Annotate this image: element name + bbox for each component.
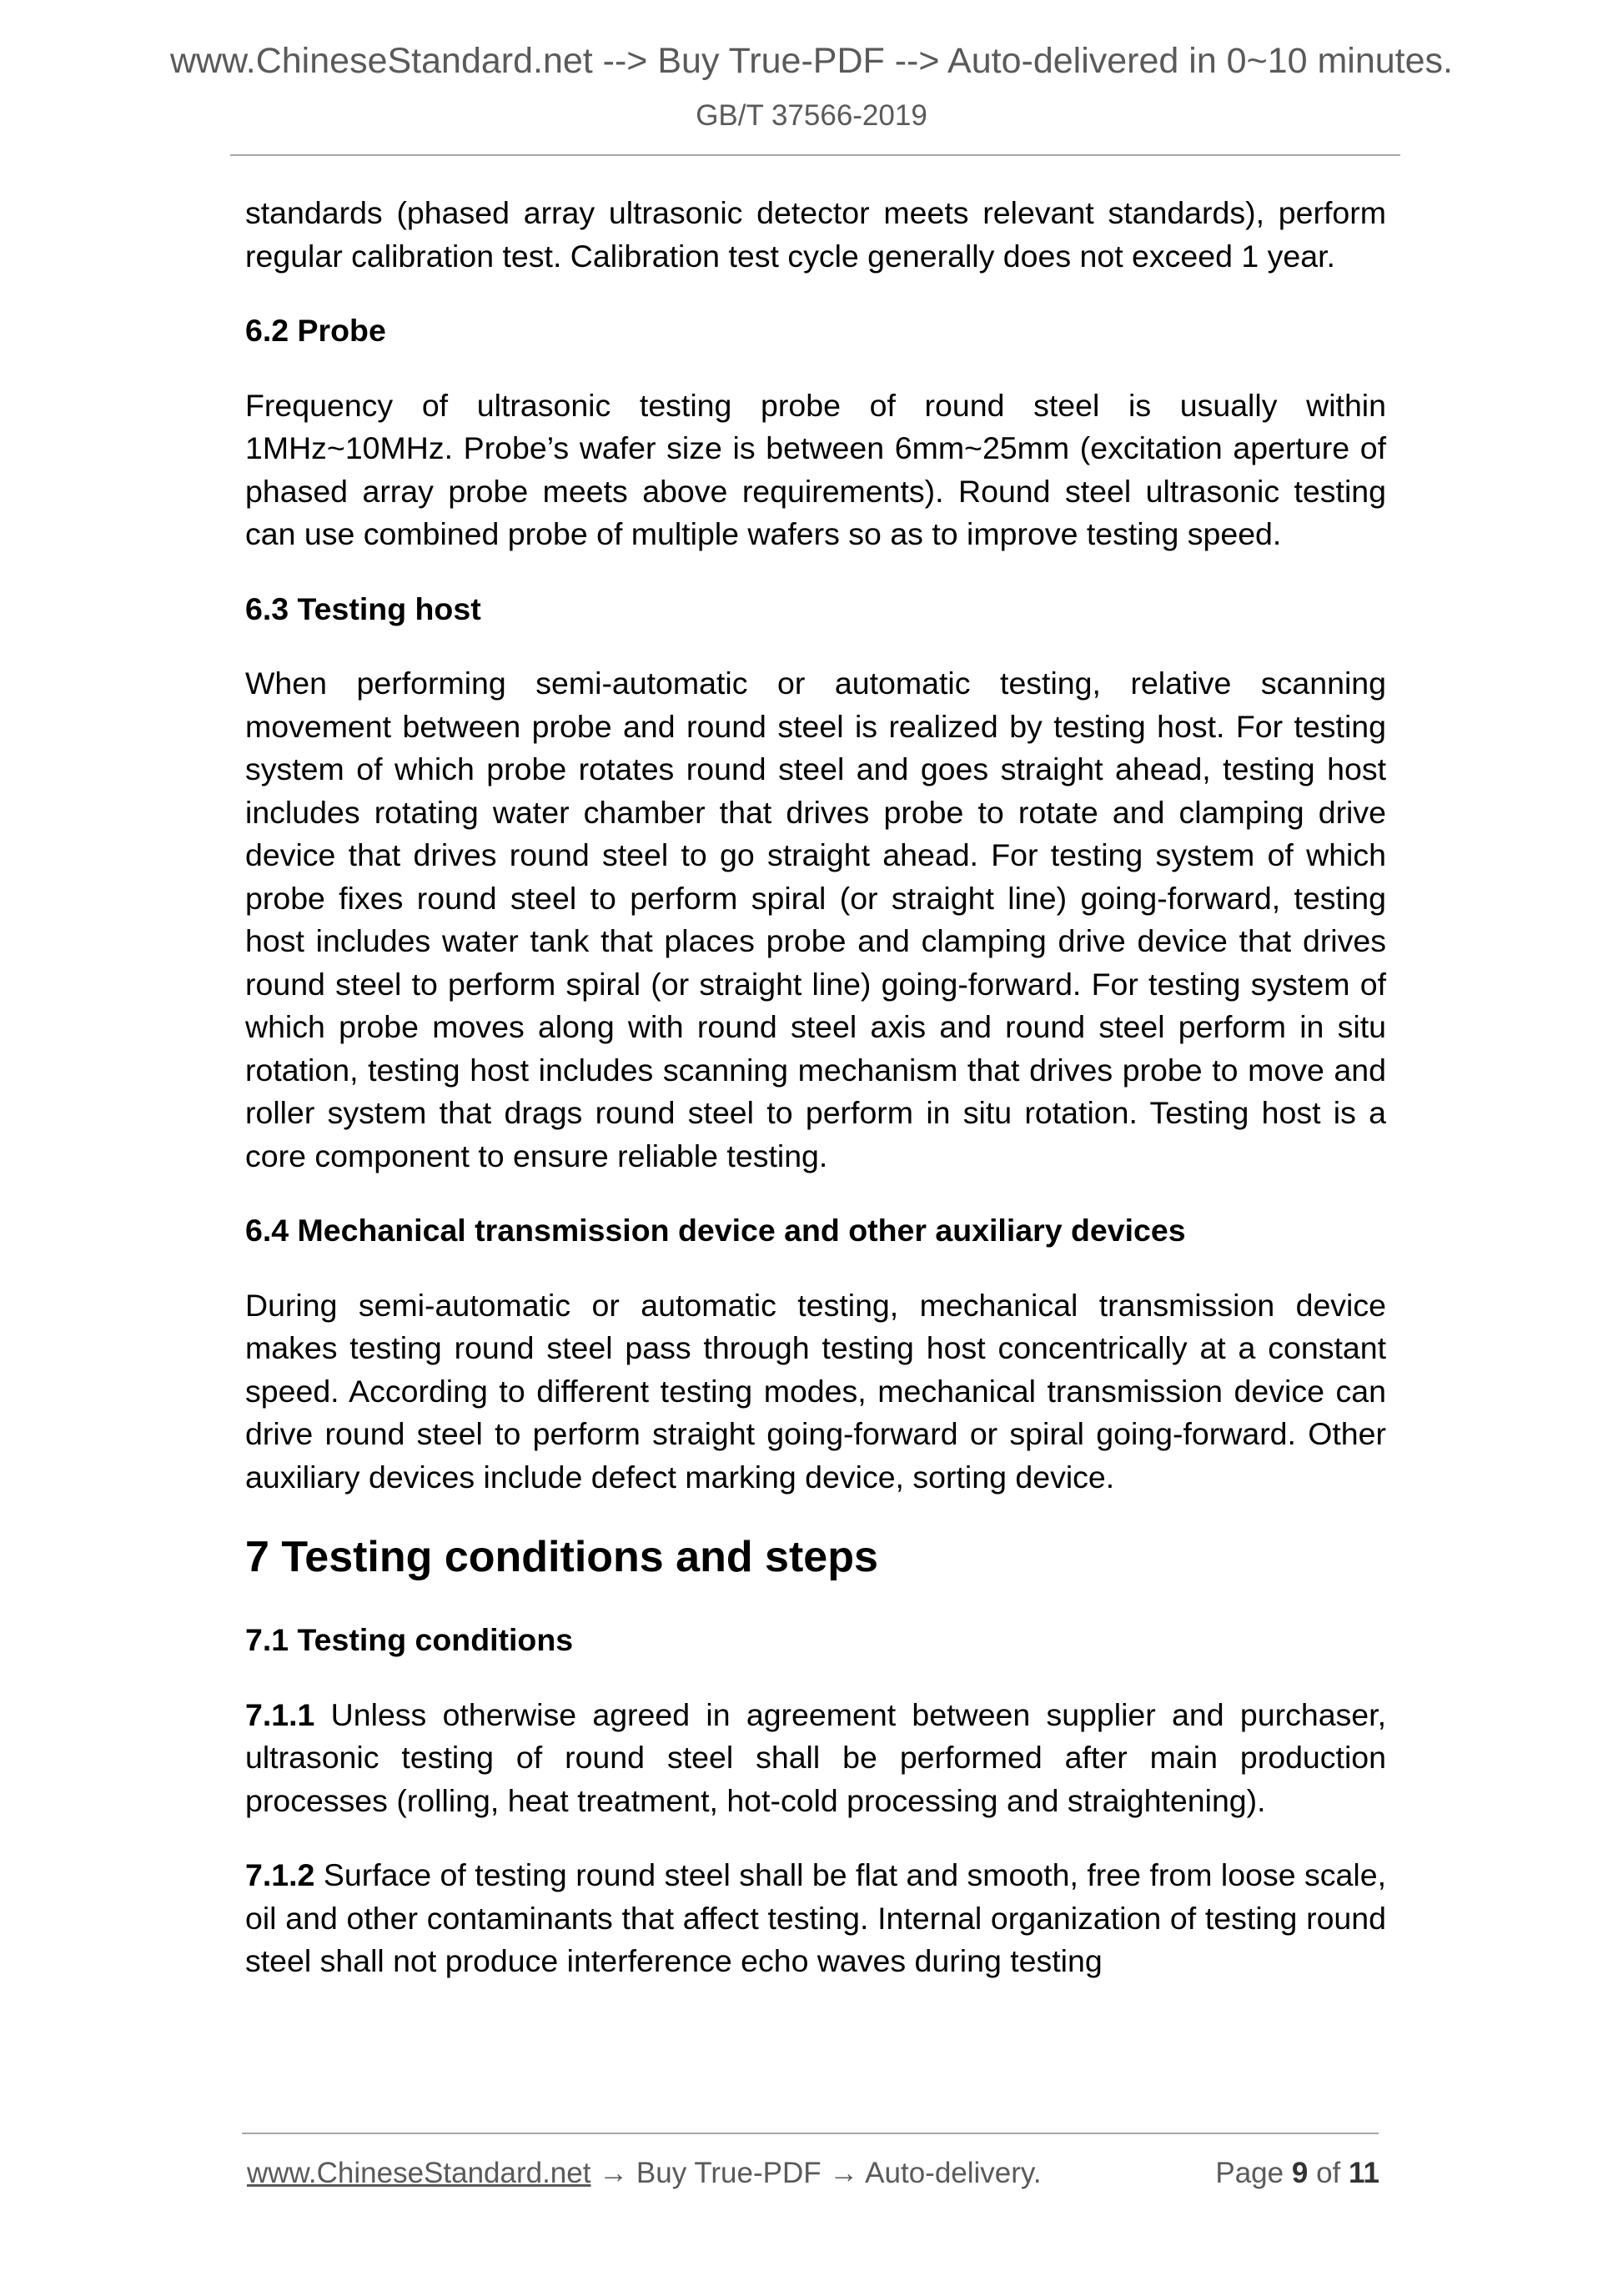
clause-7-1-1-number: 7.1.1 xyxy=(245,1696,315,1732)
section-6-4-paragraph: During semi-automatic or automatic testing, mechanical transmission device makes testing round steel pass through testing host concentrically at a constant speed. According to different testing modes, mechanical transmission device can drive round steel to perform straight going-forward or spiral going-forward. Other auxiliary devices include defect marking device, sorting device. xyxy=(245,1287,1386,1495)
footer-tagline: → Buy True-PDF → Auto-delivery. xyxy=(590,2157,1042,2189)
section-6-3-paragraph: When performing semi-automatic or automatic testing, relative scanning movement between probe and round steel is realized by testing host. For testing system of which probe rotates round steel and goes straight ahead, testing host includes rotating water chamber that drives probe to rotate and clamping drive device that drives round steel to go straight ahead. For testing system of which probe fixes round steel to perform spiral (or straight line) going-forward, testing host includes water tank that places probe and clamping drive device that drives round steel to perform spiral (or straight line) going-forward. For testing system of which probe moves along with round steel axis and round steel perform in situ rotation, testing host includes scanning mechanism that drives probe to move and roller system that drags round steel to perform in situ rotation. Testing host is a core component to ensure reliable testing. xyxy=(245,666,1386,1173)
header-divider xyxy=(230,154,1400,156)
section-7-heading: 7 Testing conditions and steps xyxy=(245,1533,878,1581)
section-6-3-heading: 6.3 Testing host xyxy=(245,590,481,626)
intro-paragraph: standards (phased array ultrasonic detector meets relevant standards), perform regular calibration test. Calibration test cycle generally does not exceed 1 year. xyxy=(245,195,1386,274)
clause-7-1-2-text: Surface of testing round steel shall be flat and smooth, free from loose scale, oil and other contaminants that affect testing. Internal organization of testing round steel shall not produce interference echo waves during testing xyxy=(245,1857,1386,1978)
page-number: 9 xyxy=(1291,2157,1309,2189)
standard-id: GB/T 37566-2019 xyxy=(696,99,927,132)
of-label: of xyxy=(1316,2157,1341,2189)
section-6-2-paragraph: Frequency of ultrasonic testing probe of round steel is usually within 1MHz~10MHz. Probe’s wafer size is between 6mm~25mm (excitation aperture of phased array probe meets above requirements). Round steel ultrasonic testing can use combined probe of multiple wafers so as to improve testing speed. xyxy=(245,387,1386,551)
clause-7-1-2 xyxy=(245,1854,1386,1983)
document-body xyxy=(245,192,1386,2015)
section-7-1-heading: 7.1 Testing conditions xyxy=(245,1622,574,1657)
section-6-4-heading: 6.4 Mechanical transmission device and other auxiliary devices xyxy=(245,1213,1186,1248)
clause-7-1-2-number: 7.1.2 xyxy=(245,1857,315,1892)
clause-7-1-1-text: Unless otherwise agreed in agreement between supplier and purchaser, ultrasonic testing of round steel shall be performed after main production processes (rolling, heat treatment, hot-cold processing and straightening). xyxy=(245,1696,1386,1818)
total-pages: 11 xyxy=(1349,2157,1379,2189)
clause-7-1-1 xyxy=(245,1694,1386,1823)
footer-site-link[interactable]: www.ChineseStandard.net xyxy=(247,2157,591,2189)
page-label: Page xyxy=(1215,2157,1284,2189)
footer-divider xyxy=(242,2133,1379,2134)
page-indicator xyxy=(1215,2158,1379,2188)
header-banner: www.ChineseStandard.net --> Buy True-PDF --> Auto-delivered in 0~10 minutes. xyxy=(169,41,1453,81)
section-6-2-heading: 6.2 Probe xyxy=(245,313,386,348)
